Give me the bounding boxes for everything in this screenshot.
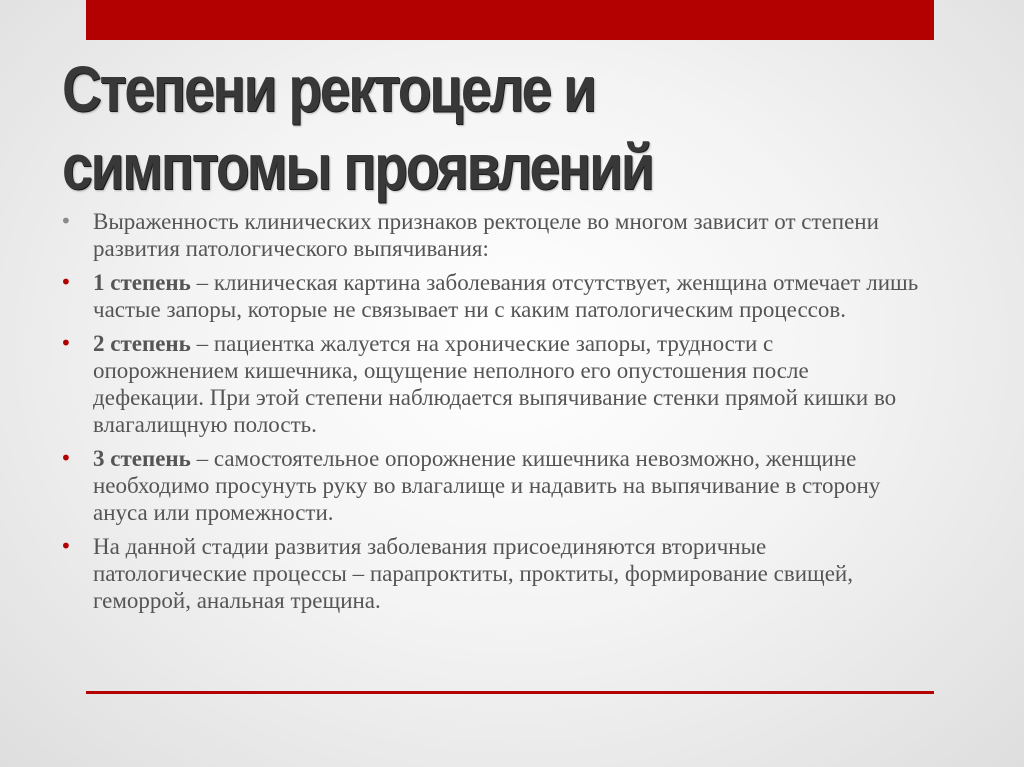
bullet-item-intro xyxy=(60,208,920,262)
bullet-text: – клиническая картина заболевания отсутствует, женщина отмечает лишь частые запоры, которые не связывает ни с каким патологическим процессов. xyxy=(93,270,919,322)
bullet-lead: 2 степень xyxy=(93,331,191,356)
bullet-text: – пациентка жалуется на хронические запоры, трудности с опорожнением кишечника, ощущение неполного его опустошения после дефекации. При этой степени наблюдается выпячивание стенки прямой кишки во влагалищную полость. xyxy=(93,331,897,437)
top-accent-bar xyxy=(86,0,934,40)
bullet-dot-icon: • xyxy=(60,331,72,355)
bullet-dot-icon: • xyxy=(60,209,72,233)
bullet-lead: 1 степень xyxy=(93,270,191,295)
slide-title xyxy=(62,50,836,206)
bullet-text: На данной стадии развития заболевания присоединяются вторичные патологические процессы – парапроктиты, проктиты, формирование свищей, геморрой, анальная трещина. xyxy=(93,534,853,613)
bullet-dot-icon: • xyxy=(60,534,72,558)
bullet-lead: 3 степень xyxy=(93,446,191,471)
bullet-item-complications xyxy=(60,533,920,614)
bullet-item-degree-3 xyxy=(60,445,920,526)
bullet-list xyxy=(60,208,920,621)
bottom-accent-line xyxy=(86,691,934,694)
slide-title-line-2: симптомы проявлений xyxy=(62,131,653,203)
bullet-text: Выраженность клинических признаков ректоцеле во многом зависит от степени развития патологического выпячивания: xyxy=(93,209,879,261)
bullet-dot-icon: • xyxy=(60,446,72,470)
bullet-item-degree-1 xyxy=(60,269,920,323)
bullet-dot-icon: • xyxy=(60,270,72,294)
bullet-text: – самостоятельное опорожнение кишечника невозможно, женщине необходимо просунуть руку во влагалище и надавить на выпячивание в сторону ануса или промежности. xyxy=(93,446,881,525)
slide-title-line-1: Степени ректоцеле и xyxy=(62,53,595,125)
bullet-item-degree-2 xyxy=(60,330,920,438)
